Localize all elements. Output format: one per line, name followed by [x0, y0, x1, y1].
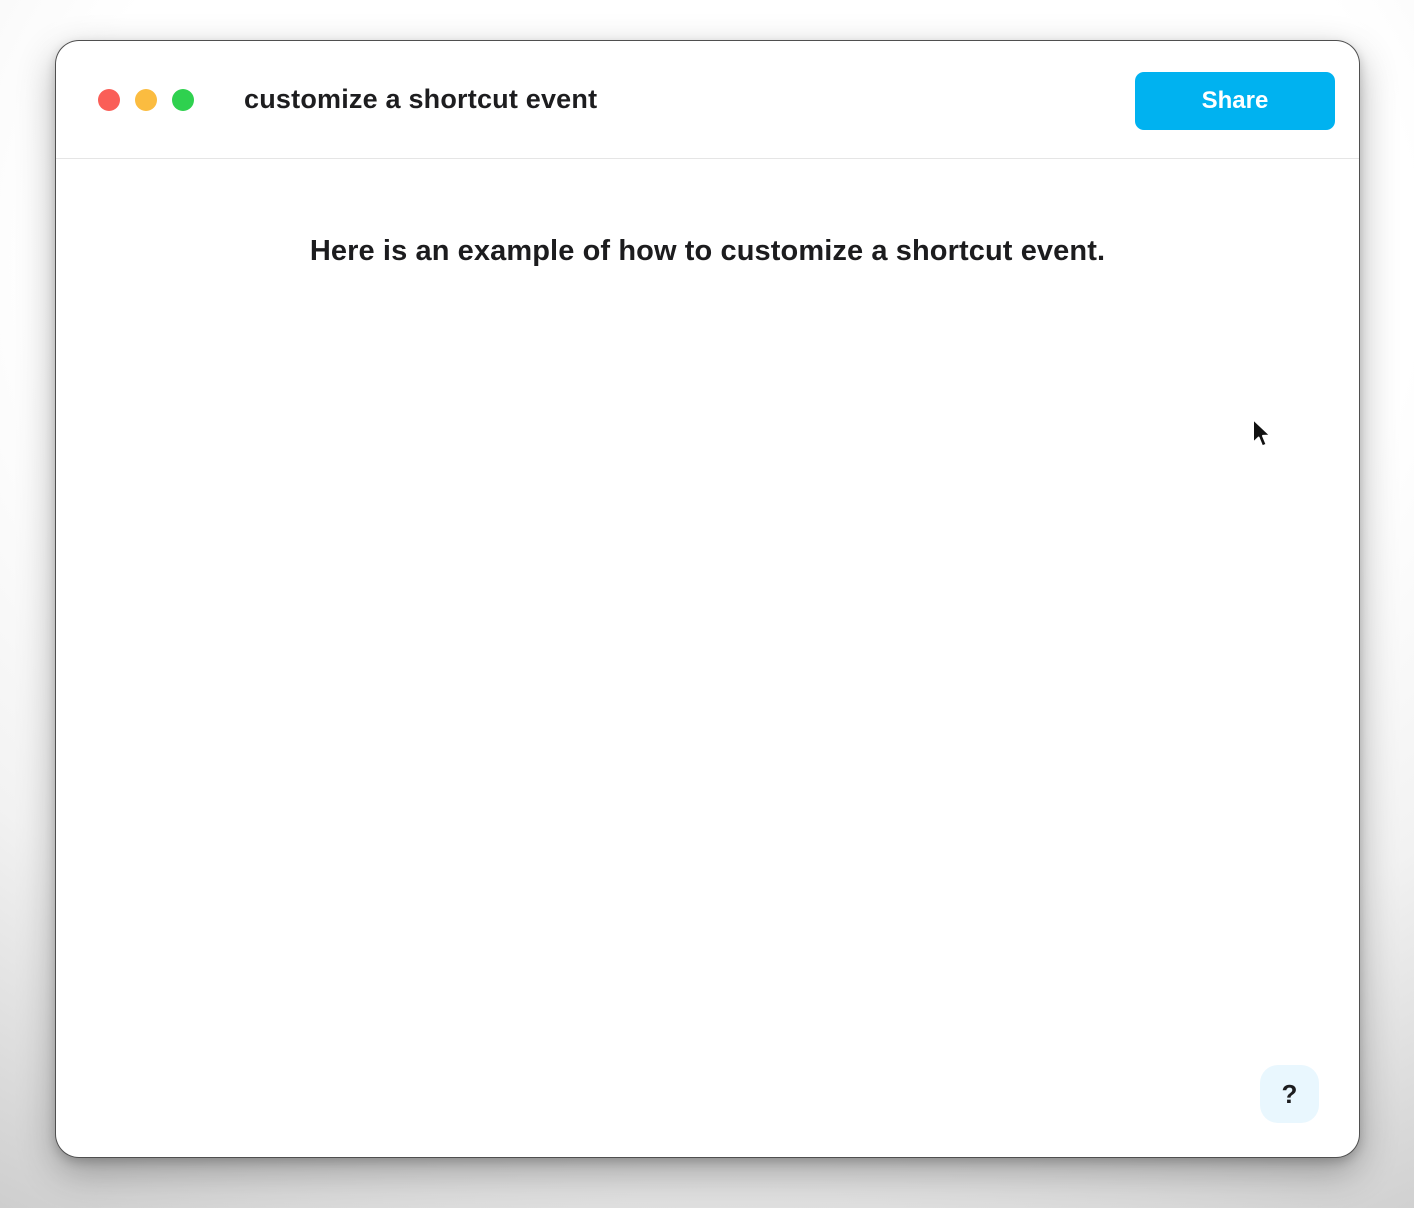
- help-button[interactable]: ?: [1260, 1065, 1319, 1123]
- app-window: [55, 40, 1360, 1158]
- minimize-button[interactable]: [135, 89, 157, 111]
- window-title: customize a shortcut event: [244, 84, 598, 114]
- traffic-lights: [98, 89, 194, 111]
- close-button[interactable]: [98, 89, 120, 111]
- share-button[interactable]: Share: [1135, 72, 1335, 130]
- titlebar: [56, 41, 1359, 159]
- body-text: Here is an example of how to customize a shortcut event.: [309, 235, 1106, 267]
- content-area: [56, 159, 1359, 268]
- zoom-button[interactable]: [172, 89, 194, 111]
